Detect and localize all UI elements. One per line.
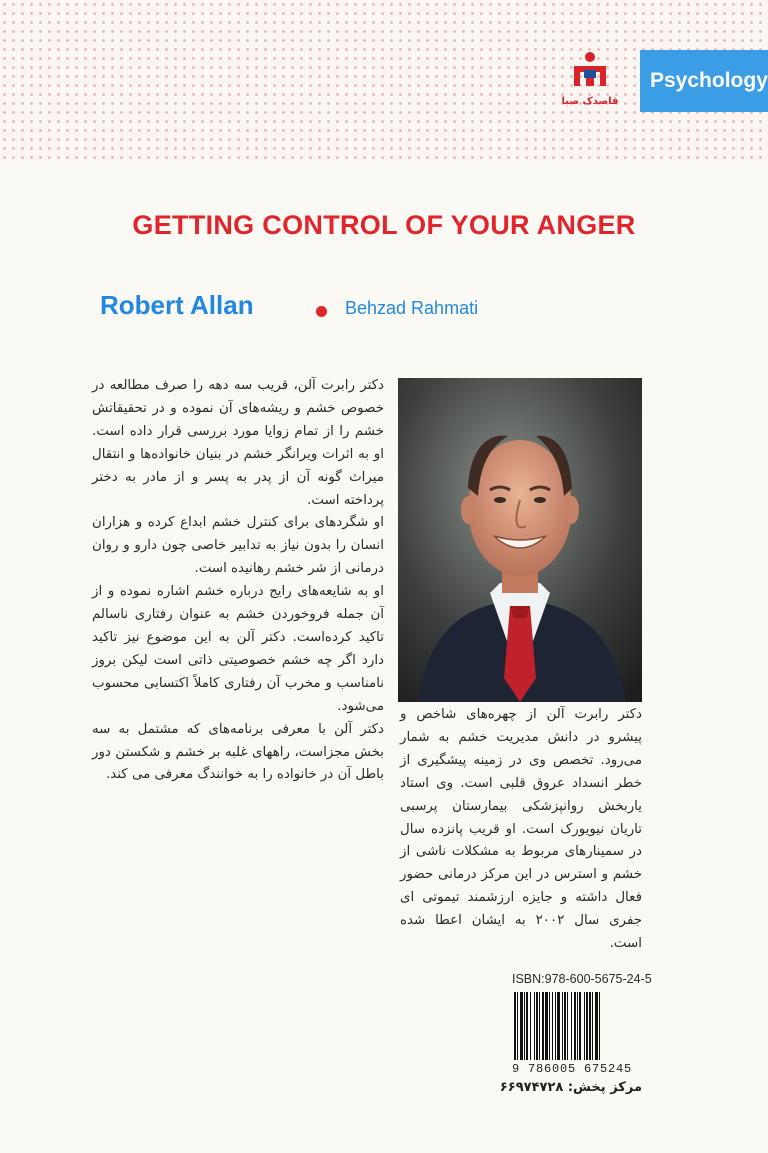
description-paragraph: او شگردهای برای کنترل خشم ابداع کرده و هزاران انسان را بدون نیاز به تدابیر خاصی چون دارو و روان درمانی از شر خشم رهانیده است. — [92, 515, 384, 577]
isbn-text: ISBN:978-600-5675-24-5 — [512, 972, 652, 986]
barcode-digits: 9 786005 675245 — [512, 1062, 633, 1076]
barcode-bar — [574, 992, 576, 1060]
barcode-bar — [562, 992, 563, 1060]
distribution-center: مرکز پخش: ۶۶۹۷۴۷۲۸ — [499, 1080, 642, 1095]
barcode-bar — [542, 992, 544, 1060]
barcode-bar — [567, 992, 568, 1060]
category-tab — [640, 50, 768, 112]
barcode-bar — [524, 992, 525, 1060]
description-paragraph: دکتر رابرت آلن، قریب سه دهه را صرف مطالعه در خصوص خشم و ریشه‌های آن نموده و در تحقیقاتش خشم را از تمام زوایا مورد بررسی قرار داده است. او به اثرات ویرانگر خشم در بنیان خانواده‌ها و انتقال میراث گونه آن از پدر به پسر و از مادر به دختر پرداخته است. — [92, 378, 384, 508]
barcode-bar — [595, 992, 598, 1060]
barcode-bar — [514, 992, 516, 1060]
barcode-bar — [564, 992, 566, 1060]
barcode-bar — [517, 992, 518, 1060]
barcode-bar — [592, 992, 593, 1060]
barcode-bar — [577, 992, 578, 1060]
barcode-bar — [571, 992, 572, 1060]
publisher-logo-text: قاصدک صبا — [561, 96, 619, 107]
barcode-bar — [545, 992, 548, 1060]
author-name: Robert Allan — [100, 290, 254, 320]
description-paragraph: او به شایعه‌های رایج درباره خشم اشاره نموده و از آن جمله فروخوردن خشم به عنوان رفتاری ناسالم تاکید کرده‌است. دکتر آلن به این موضوع نیز تاکید دارد اگر چه خشم خصوصیتی ذاتی است لیکن بروز نامناسب و مخرب آن رفتاری کاملاً اکتسابی محسوب می‌شود. — [92, 584, 384, 714]
description-paragraph: دکتر آلن با معرفی برنامه‌های که مشتمل به سه بخش مجزاست، راههای غلبه بر خشم و شکستن دور باطل آن در خانواده را به خوانندگ معرفی می کند. — [92, 721, 384, 783]
barcode-bar — [534, 992, 535, 1060]
barcode-bar — [579, 992, 581, 1060]
barcode-bar — [539, 992, 540, 1060]
category-label: Psychology — [650, 69, 768, 92]
barcode-bar — [584, 992, 585, 1060]
barcode-bar — [555, 992, 556, 1060]
barcode-bar — [536, 992, 538, 1060]
barcode-bar — [526, 992, 528, 1060]
barcode-bar — [520, 992, 523, 1060]
barcode-bar — [549, 992, 550, 1060]
barcode-bar — [589, 992, 591, 1060]
barcode-bar — [530, 992, 531, 1060]
author-bio: دکتر رابرت آلن از چهره‌های شاخص و پیشرو در دانش مدیریت خشم به شمار می‌رود. تخصص وی در زمینه پیشگیری از خطر انسداد عروق قلبی است. وی استاد یاربخش روانپزشکی بیمارستان پرسبی تاریان نیویورک است. او قریب پانزده سال در سمینارهای مربوط به مشکلات ناشی از خشم و استرس در این مرکز درمانی حضور فعال داشته و جایزه ارزشمند تیموتی ای جفری سال ۲۰۰۲ به ایشان اعطا شده است. — [400, 707, 642, 952]
barcode-bar — [557, 992, 560, 1060]
barcode-bar — [552, 992, 553, 1060]
author-photo — [398, 378, 642, 702]
barcode-bar — [599, 992, 600, 1060]
description-left — [92, 375, 384, 787]
barcode — [512, 992, 642, 1062]
barcode-bar — [586, 992, 588, 1060]
translator-name: Behzad Rahmati — [345, 298, 479, 318]
book-title: GETTING CONTROL OF YOUR ANGER — [132, 210, 636, 240]
separator-dot — [316, 306, 327, 317]
